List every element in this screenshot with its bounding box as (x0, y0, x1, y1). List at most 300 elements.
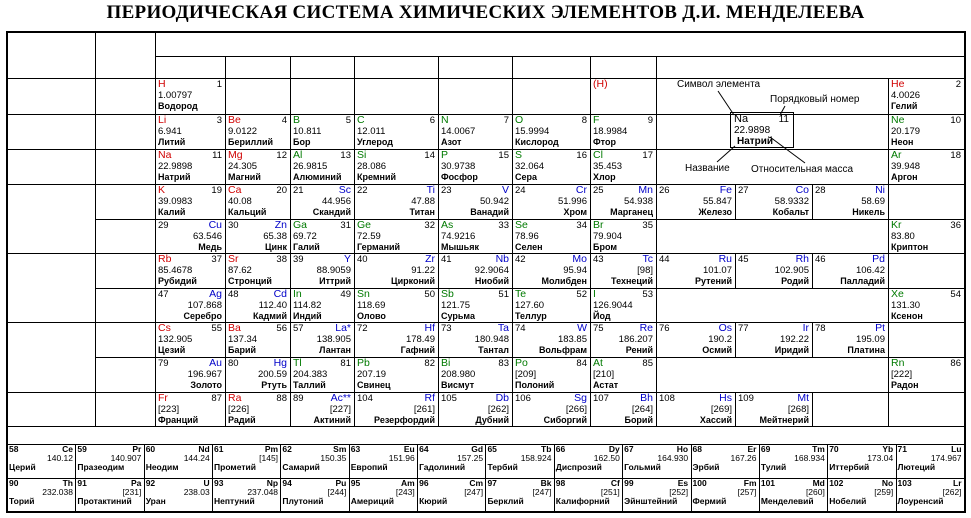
grid-line (7, 426, 964, 427)
element-symbol: Sg (574, 392, 587, 404)
element-mass: 132.905 (158, 334, 193, 345)
element-line-2 (441, 161, 509, 172)
element-name: Теллур (515, 311, 547, 321)
element-cell-at (590, 357, 656, 392)
element-line-3 (293, 242, 351, 253)
element-line-1 (293, 220, 351, 231)
element-mass: 18.9984 (593, 126, 628, 137)
element-line-2 (891, 161, 961, 172)
element-line-2 (158, 90, 222, 101)
element-line-3 (891, 380, 961, 391)
element-line-1 (593, 185, 653, 196)
element-cell-v (438, 184, 512, 219)
element-line-3 (891, 137, 961, 148)
element-mass: 167.26 (730, 453, 757, 463)
element-mass: 232.038 (42, 487, 73, 497)
element-line-1 (515, 254, 587, 265)
lanthanides-cell-nd (144, 444, 212, 478)
element-cell-cd (225, 288, 290, 322)
element-mass: 186.207 (618, 334, 653, 345)
element-symbol: Tl (293, 357, 302, 369)
element-name: Бор (293, 137, 311, 147)
element-mass: 83.80 (891, 231, 915, 242)
element-name: Прометий (214, 462, 256, 472)
element-line-1 (815, 254, 885, 265)
element-mass: 178.49 (405, 334, 435, 345)
element-name: Хром (563, 207, 587, 217)
element-line-3 (515, 137, 587, 148)
element-line-3 (158, 207, 222, 218)
element-name: Менделевий (760, 496, 814, 506)
element-line-2 (593, 161, 653, 172)
element-line-1 (293, 115, 351, 126)
element-mass: 55.847 (702, 196, 732, 207)
element-cell-f (590, 114, 656, 149)
element-line-3 (293, 380, 351, 391)
element-name: Олово (357, 311, 386, 321)
element-symbol: Au (209, 357, 222, 369)
element-mass: 79.904 (593, 231, 623, 242)
element-number: 90 (9, 478, 19, 488)
element-name: Церий (9, 462, 36, 472)
element-cell-hg (225, 357, 290, 392)
element-line-1 (593, 115, 653, 126)
element-line-3 (158, 137, 222, 148)
element-symbol: O (515, 114, 524, 126)
element-name: Тантал (478, 345, 509, 355)
element-line-2 (228, 126, 287, 137)
actinides-cell-th (7, 478, 75, 512)
element-line-3 (357, 242, 435, 253)
element-cell-ge (354, 219, 438, 253)
element-mass: 74.9216 (441, 231, 476, 242)
element-symbol: Cl (593, 149, 603, 161)
element-line-1 (441, 323, 509, 334)
element-name: Плутоний (282, 496, 324, 506)
element-number: 11 (212, 150, 222, 161)
element-symbol: Am (401, 478, 415, 488)
element-symbol: Hf (424, 322, 435, 334)
element-line-1 (891, 150, 961, 161)
element-line (9, 463, 73, 473)
element-line-1 (158, 323, 222, 334)
element-symbol: Cu (208, 219, 222, 231)
element-cell-cl (590, 149, 656, 184)
element-mass: 1.00797 (158, 90, 193, 101)
element-line-1 (891, 289, 961, 300)
element-name: Селен (515, 242, 543, 252)
element-symbol: Fr (158, 392, 168, 404)
element-name: Лоуренсий (897, 496, 944, 506)
element-line (214, 463, 278, 473)
element-line-1 (593, 393, 653, 404)
element-number: 80 (228, 358, 239, 369)
element-mass: [259] (874, 487, 894, 497)
lanthanides-cell-eu (349, 444, 417, 478)
element-number: 82 (424, 358, 435, 369)
element-mass: 162.50 (593, 453, 620, 463)
element-line-1 (441, 115, 509, 126)
element-line-2 (891, 300, 961, 311)
element-cell-tl (290, 357, 354, 392)
element-cell-ti (354, 184, 438, 219)
element-cell-rf (354, 392, 438, 426)
element-number: 60 (145, 444, 156, 454)
element-line-1 (357, 323, 435, 334)
element-line-2 (441, 369, 509, 380)
element-mass: [244] (327, 487, 347, 497)
element-mass: 6.941 (158, 126, 182, 137)
element-number: 14 (424, 150, 435, 161)
element-name: Железо (698, 207, 732, 217)
element-symbol: Mo (572, 253, 587, 265)
element-mass: 180.948 (474, 334, 509, 345)
element-number: 35 (642, 220, 653, 231)
element-line-3 (441, 311, 509, 322)
element-cell-h (155, 78, 225, 114)
element-line (282, 463, 346, 473)
element-mass: 138.905 (316, 334, 351, 345)
element-symbol: Nd (198, 444, 210, 454)
element-line-3 (441, 172, 509, 183)
element-line (9, 497, 73, 507)
element-number: 54 (950, 289, 961, 300)
element-line-3 (158, 101, 222, 112)
element-cell-sc (290, 184, 354, 219)
element-name: Молибден (541, 276, 587, 286)
element-line (214, 497, 278, 507)
element-symbol: Cs (158, 322, 171, 334)
element-line-1 (593, 220, 653, 231)
element-number: 92 (145, 478, 156, 488)
element-line-1 (515, 289, 587, 300)
element-number: 20 (276, 185, 287, 196)
element-number: 96 (419, 478, 429, 488)
element-mass: [243] (395, 487, 415, 497)
element-cell-w (512, 322, 590, 357)
element-line-3 (515, 380, 587, 391)
element-name: Фтор (593, 137, 616, 147)
element-cell-na (155, 149, 225, 184)
element-number: 94 (282, 478, 292, 488)
element-name: Кальций (228, 207, 267, 217)
element-mass: 9.0122 (228, 126, 258, 137)
element-number: 99 (624, 478, 634, 488)
element-symbol: Te (515, 288, 527, 300)
element-cell-ag (155, 288, 225, 322)
element-cell-rn (888, 357, 964, 392)
element-mass: 112.40 (258, 300, 287, 311)
element-line-2 (158, 161, 222, 172)
element-mass: 101.07 (702, 265, 732, 276)
element-symbol: Th (62, 478, 73, 488)
element-number: 30 (228, 220, 239, 231)
element-line-1 (158, 150, 222, 161)
element-mass: [209] (515, 369, 537, 380)
element-line-2 (891, 231, 961, 242)
element-number: 52 (576, 289, 587, 300)
actinides-cell-cf (554, 478, 622, 512)
element-line-2 (293, 126, 351, 137)
element-symbol: Ta (497, 322, 509, 334)
element-number: 101 (760, 478, 776, 488)
actinides-cell-md (759, 478, 827, 512)
element-symbol: Ca (228, 184, 242, 196)
element-number: 100 (692, 478, 707, 488)
element-symbol: Er (747, 444, 757, 454)
element-mass: 63.546 (192, 231, 222, 242)
element-symbol: At (593, 357, 603, 369)
element-line-2 (158, 196, 222, 207)
lanthanides-cell-tm (759, 444, 827, 478)
element-symbol: Cf (610, 478, 620, 488)
element-number: 86 (950, 358, 961, 369)
element-name: Лютеций (897, 462, 936, 472)
element-line-1 (738, 393, 809, 404)
element-symbol: Ag (209, 288, 222, 300)
element-line-1 (228, 358, 287, 369)
element-mass: 192.22 (779, 334, 809, 345)
actinides-cell-es (622, 478, 690, 512)
element-mass: [98] (637, 265, 653, 276)
element-symbol: Ac** (330, 392, 351, 404)
element-name: Свинец (357, 380, 391, 390)
element-symbol: Md (812, 478, 825, 488)
element-cell-au (155, 357, 225, 392)
element-line-3 (441, 137, 509, 148)
element-line-3 (158, 415, 222, 426)
element-name: Неон (891, 137, 914, 147)
element-symbol: Ga (293, 219, 308, 231)
element-symbol: Ce (62, 444, 73, 454)
element-line (282, 497, 346, 507)
element-mass: 158.924 (520, 453, 552, 463)
element-symbol: He (891, 78, 905, 90)
element-number: 26 (659, 185, 670, 196)
element-line-1 (228, 254, 287, 265)
element-line (487, 463, 551, 473)
element-mass: 118.69 (357, 300, 386, 311)
element-line-3 (293, 311, 351, 322)
element-name: Титан (409, 207, 435, 217)
lanthanides-cell-ce (7, 444, 75, 478)
element-name: Празеодим (77, 462, 125, 472)
element-mass: 54.938 (623, 196, 653, 207)
element-mass: 44.956 (321, 196, 351, 207)
element-line (693, 463, 757, 473)
element-symbol: Na (158, 149, 172, 161)
element-line-2 (228, 334, 287, 345)
element-number: 71 (897, 444, 908, 454)
element-symbol: Ni (875, 184, 885, 196)
element-name: Протактиний (77, 496, 132, 506)
element-cell-li (155, 114, 225, 149)
element-line-2 (228, 196, 287, 207)
element-line-1 (441, 185, 509, 196)
element-line-1 (659, 185, 732, 196)
element-name: Золото (190, 380, 222, 390)
element-line-2 (357, 161, 435, 172)
element-line-1 (815, 323, 885, 334)
element-mass: 127.60 (515, 300, 545, 311)
element-number: 85 (642, 358, 653, 369)
element-line-1 (228, 185, 287, 196)
element-mass: 39.0983 (158, 196, 193, 207)
element-cell-co (735, 184, 812, 219)
element-mass: 47.88 (411, 196, 435, 207)
element-cell-bi (438, 357, 512, 392)
element-number: 21 (293, 185, 304, 196)
element-line-3 (891, 101, 961, 112)
lanthanides-cell-lu (896, 444, 964, 478)
element-name: Гафний (400, 345, 435, 355)
element-number: 57 (293, 323, 304, 334)
element-cell-te (512, 288, 590, 322)
element-line-2 (228, 404, 287, 415)
actinides-cell-np (212, 478, 280, 512)
element-cell-pd (812, 253, 888, 288)
element-mass: 58.9332 (774, 196, 809, 207)
element-mass: 26.9815 (293, 161, 328, 172)
element-line-1 (515, 358, 587, 369)
element-mass: 157.25 (457, 453, 484, 463)
element-number: 55 (211, 323, 222, 334)
element-name: Тулий (760, 462, 787, 472)
element-cell-mg (225, 149, 290, 184)
element-mass: 168.934 (794, 453, 825, 463)
element-mass: [264] (631, 404, 653, 415)
element-mass: 30.9738 (441, 161, 476, 172)
element-mass: [222] (891, 369, 913, 380)
element-line-1 (738, 185, 809, 196)
element-line-1 (441, 358, 509, 369)
element-line-1 (659, 393, 732, 404)
element-mass: [262] (942, 487, 962, 497)
element-symbol: B (293, 114, 301, 126)
element-symbol: Tc (642, 253, 653, 265)
element-mass: 164.930 (657, 453, 689, 463)
element-line-1 (228, 289, 287, 300)
element-mass: 91.22 (411, 265, 435, 276)
element-mass: 121.75 (441, 300, 471, 311)
element-symbol: Co (795, 184, 809, 196)
element-cell-c (354, 114, 438, 149)
element-cell-db (438, 392, 512, 426)
element-line-2 (515, 369, 587, 380)
element-symbol: Tm (812, 444, 825, 454)
element-name: Гелий (891, 101, 918, 111)
actinides-cell-pu (280, 478, 348, 512)
element-line-3 (593, 242, 653, 253)
element-symbol: Ra (228, 392, 242, 404)
element-cell-mn (590, 184, 656, 219)
element-symbol: Mg (228, 149, 243, 161)
element-symbol: Si (357, 149, 367, 161)
element-symbol: Es (677, 478, 689, 488)
element-line-1 (228, 393, 287, 404)
element-line (761, 497, 825, 507)
actinides-cell-cm (417, 478, 485, 512)
element-line-3 (228, 415, 287, 426)
element-mass: 12.011 (357, 126, 386, 137)
element-line-2 (158, 334, 222, 345)
element-name: Цезий (158, 345, 186, 355)
element-symbol: Pr (132, 444, 142, 454)
element-mass: 151.96 (388, 453, 415, 463)
element-cell-be (225, 114, 290, 149)
element-name: Дубний (475, 415, 509, 425)
element-name: Галий (293, 242, 320, 252)
grid-line (155, 56, 964, 57)
element-symbol: Ba (228, 322, 241, 334)
element-number: 81 (340, 358, 351, 369)
legend-sample-number: 11 (778, 114, 789, 125)
element-line-1 (293, 254, 351, 265)
element-line-2 (593, 231, 653, 242)
legend-name-label: Название (685, 163, 730, 174)
element-line (146, 497, 210, 507)
element-line-2 (891, 126, 961, 137)
element-name: Ниобий (474, 276, 509, 286)
element-line-1 (593, 289, 653, 300)
element-cell-fr (155, 392, 225, 426)
element-line-3 (891, 242, 961, 253)
element-number: 48 (228, 289, 239, 300)
element-number: 43 (593, 254, 604, 265)
element-symbol: Rn (891, 357, 905, 369)
element-mass: [268] (787, 404, 809, 415)
element-number: 83 (498, 358, 509, 369)
element-cell-sn (354, 288, 438, 322)
element-cell-p (438, 149, 512, 184)
element-mass: 78.96 (515, 231, 539, 242)
lanthanides-cell-pr (75, 444, 143, 478)
element-number: 50 (424, 289, 435, 300)
element-number: 65 (487, 444, 497, 454)
element-number: 23 (441, 185, 452, 196)
element-name: Кюрий (419, 496, 448, 506)
element-name: Литий (158, 137, 186, 147)
element-cell-rh (735, 253, 812, 288)
element-line-1 (891, 115, 961, 126)
element-symbol: La* (335, 322, 351, 334)
element-line-1 (158, 358, 222, 369)
element-line-1 (738, 323, 809, 334)
element-symbol: Pu (335, 478, 347, 488)
element-cell-os (656, 322, 735, 357)
element-symbol: Bh (640, 392, 653, 404)
element-mass: 140.907 (110, 453, 142, 463)
element-mass: 87.62 (228, 265, 252, 276)
element-line-1 (441, 254, 509, 265)
element-number: 106 (515, 393, 531, 404)
element-number: 98 (555, 478, 566, 488)
element-line-1 (158, 79, 222, 90)
element-name: Углерод (357, 137, 393, 147)
element-symbol: Sn (357, 288, 370, 300)
element-number: 66 (555, 444, 566, 454)
element-line-1 (515, 115, 587, 126)
element-line-3 (593, 137, 653, 148)
actinides-cell-bk (485, 478, 553, 512)
element-name: Цинк (264, 242, 287, 252)
element-symbol: V (501, 184, 509, 196)
legend-number-label: Порядковый номер (770, 94, 860, 105)
element-name: Рений (625, 345, 653, 355)
element-number: 8 (581, 115, 587, 126)
element-mass: 174.967 (930, 453, 962, 463)
element-name: Платина (847, 345, 885, 355)
